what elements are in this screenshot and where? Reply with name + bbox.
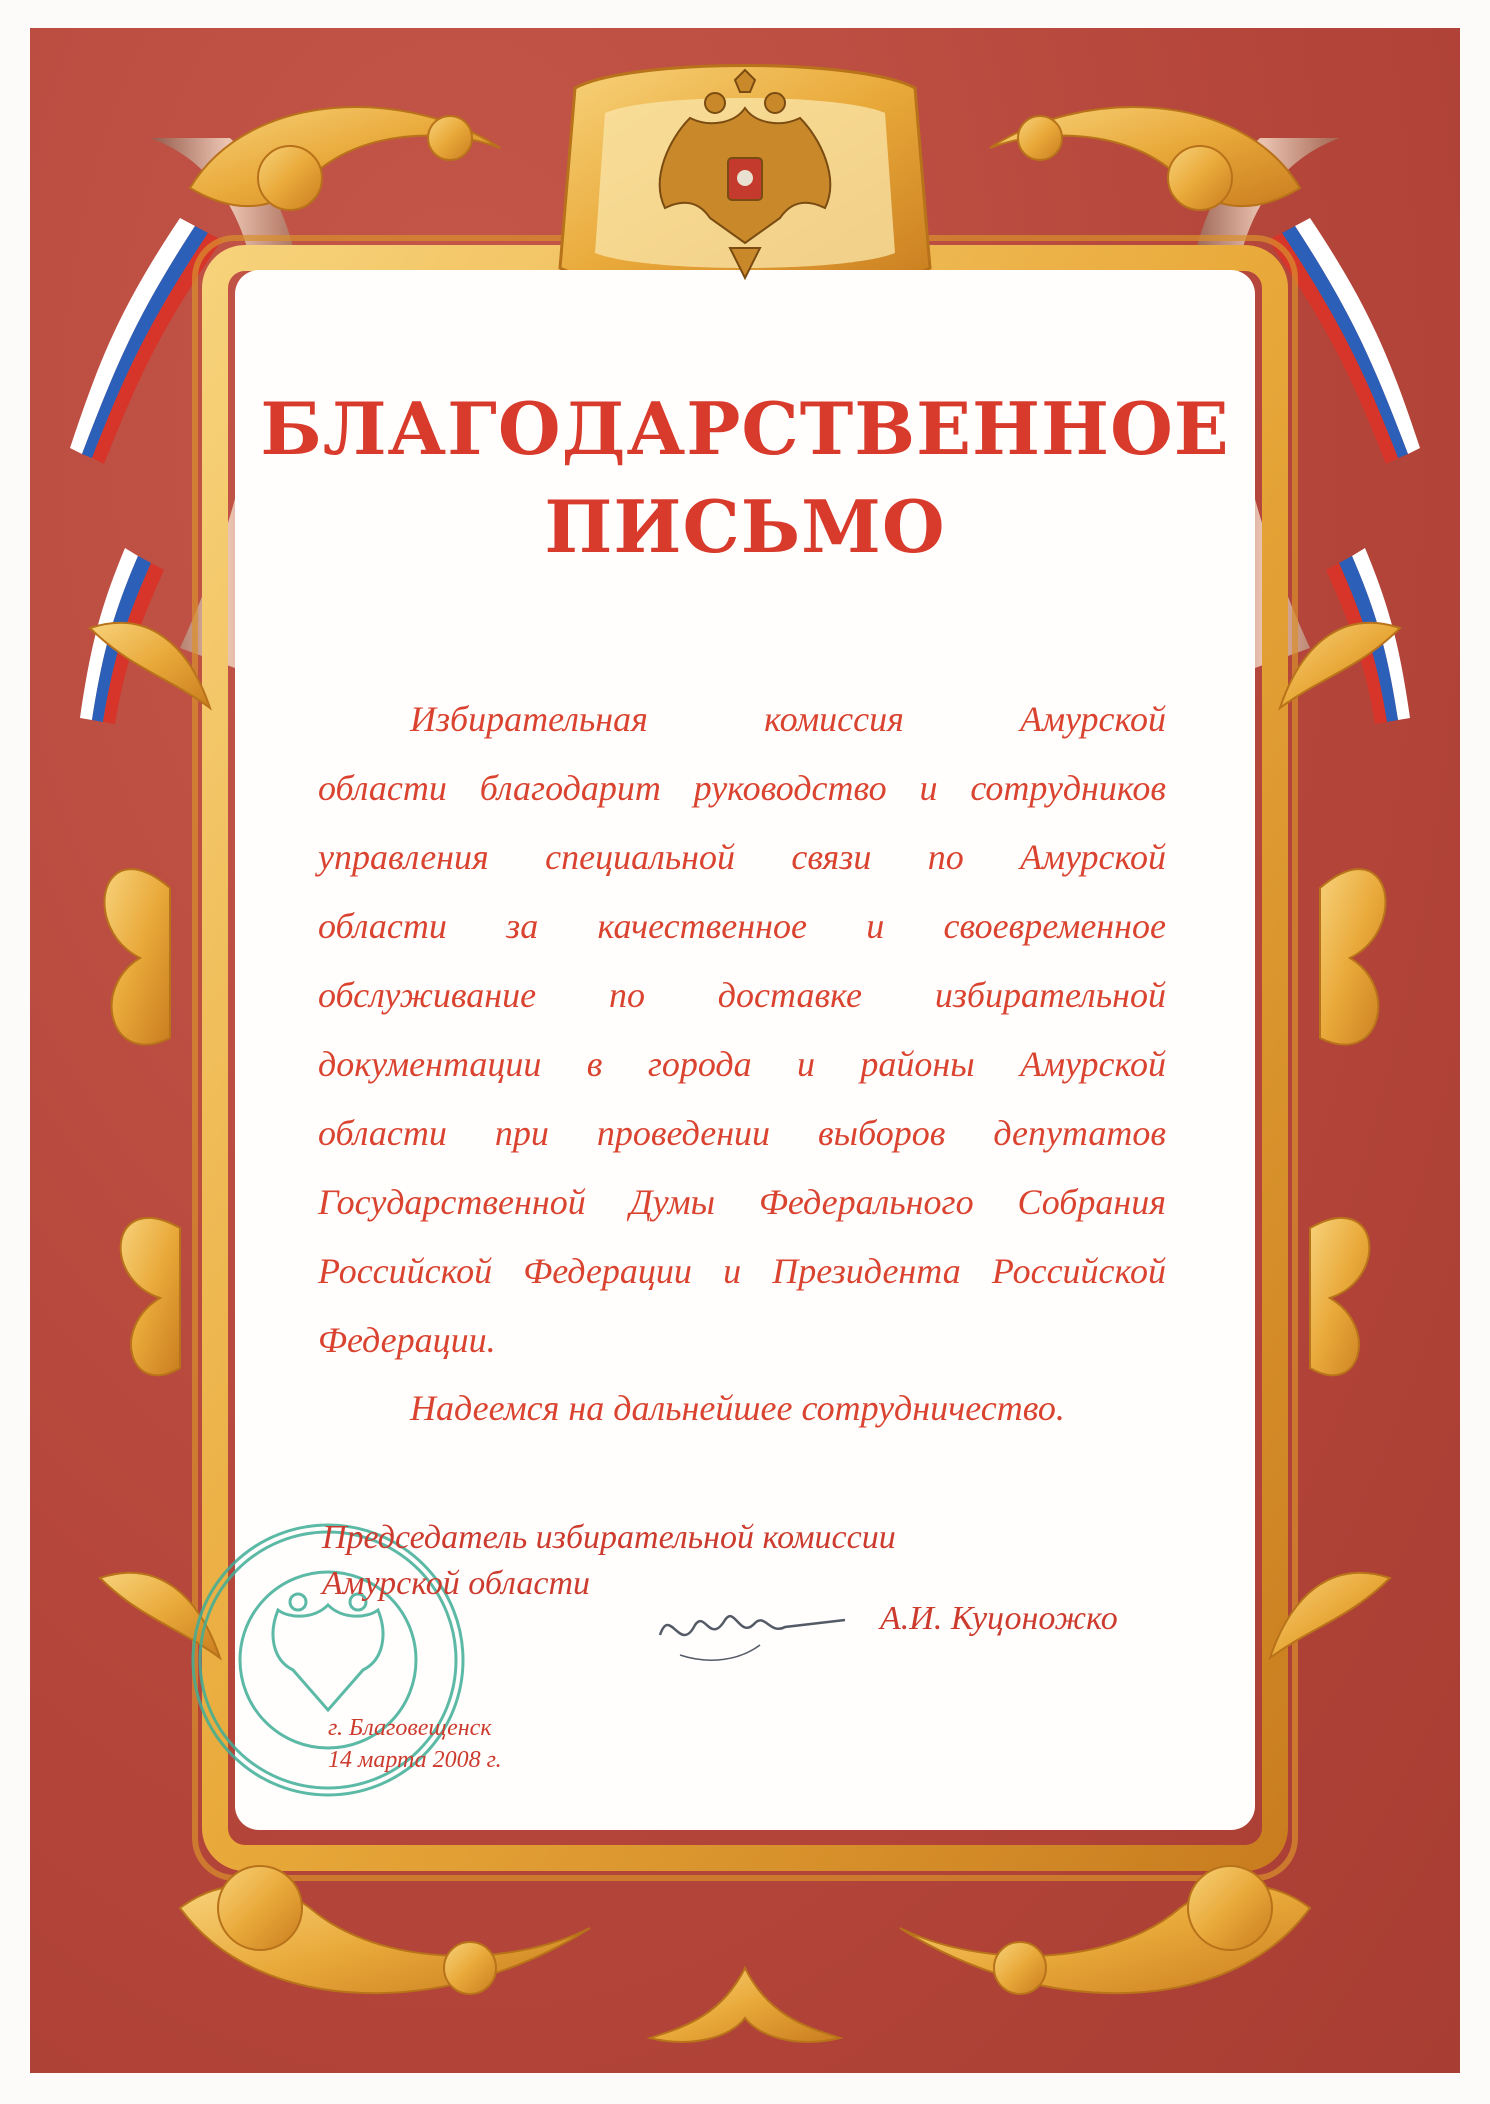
signatory-name: А.И. Куцоножко <box>880 1600 1118 1637</box>
city: г. Благовещенск <box>328 1715 492 1741</box>
signatory-position-line: Председатель избирательной комиссии <box>322 1519 896 1556</box>
title-line-1: БЛАГОДАРСТВЕННОЕ <box>260 386 1230 471</box>
cooperation-paragraph: Надеемся на дальнейшее сотрудничество. <box>410 1388 1065 1428</box>
paragraph-line: обслуживание по доставке избирательной <box>318 975 1166 1015</box>
paragraph-line: Федерации. <box>318 1320 496 1360</box>
paragraph-line: управления специальной связи по Амурской <box>318 837 1166 877</box>
paragraph-line: области благодарит руководство и сотрудников <box>318 768 1166 808</box>
paragraph-line: Российской Федерации и Президента Российской <box>318 1251 1166 1291</box>
date: 14 марта 2008 г. <box>328 1747 502 1773</box>
paragraph-line: области при проведении выборов депутатов <box>318 1113 1166 1153</box>
signatory-position-line: Амурской области <box>322 1565 590 1602</box>
place-and-date <box>328 1712 502 1776</box>
paragraph-line: документации в города и районы Амурской <box>318 1044 1166 1084</box>
gratitude-paragraph <box>318 685 1166 1375</box>
paragraph-line: Государственной Думы Федерального Собрания <box>318 1182 1166 1222</box>
paragraph-line: области за качественное и своевременное <box>318 906 1166 946</box>
title-line-2: ПИСЬМО <box>544 484 946 569</box>
handwritten-signature <box>650 1585 850 1675</box>
paragraph-line: Избирательная комиссия Амурской <box>410 699 1166 739</box>
double-headed-eagle-icon <box>590 68 900 288</box>
page-title <box>235 380 1255 576</box>
